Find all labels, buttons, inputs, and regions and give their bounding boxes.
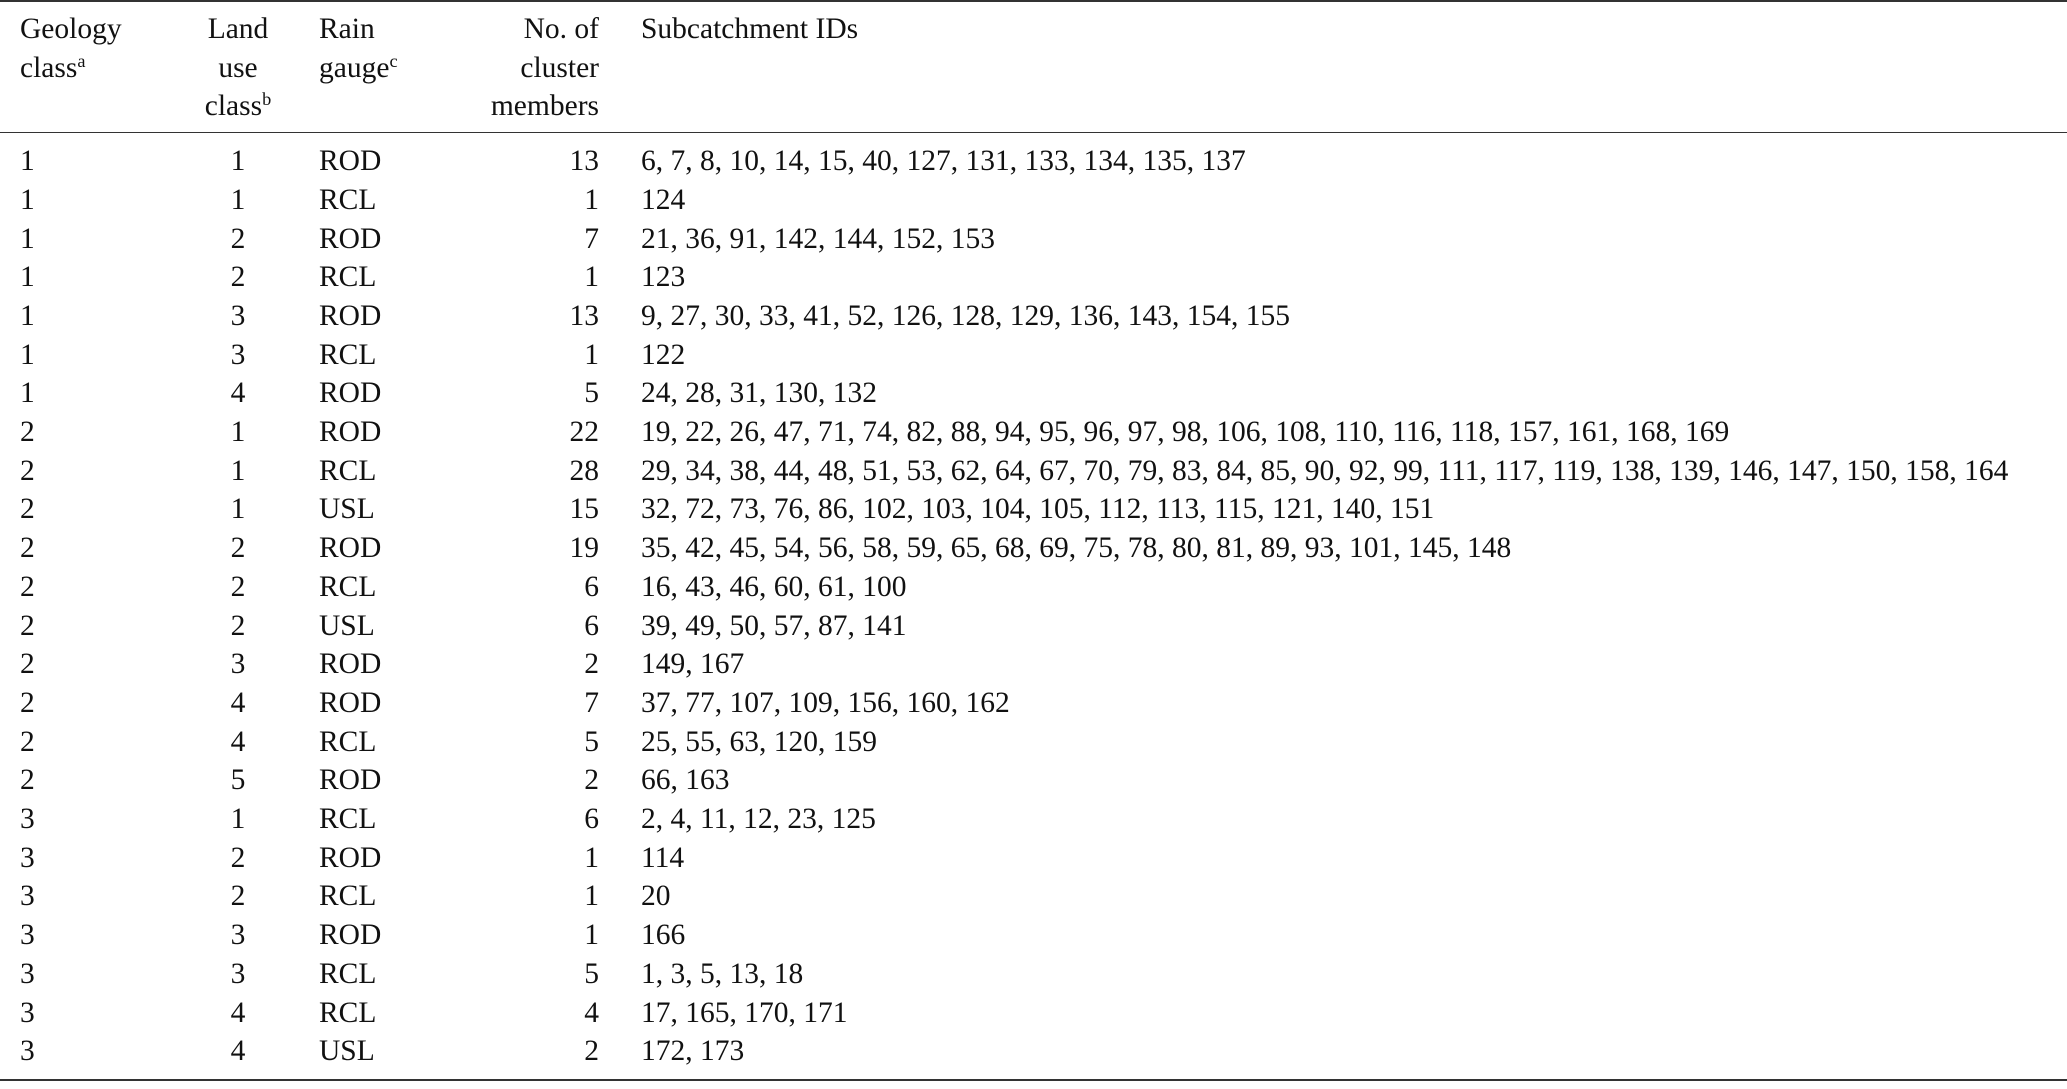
header-geology-line2-wrap — [20, 49, 190, 88]
cell-geology-class: 1 — [20, 377, 35, 410]
table-row — [0, 181, 2067, 220]
cell-rain-gauge: RCL — [319, 570, 377, 603]
cell-land-use-class: 1 — [230, 416, 246, 449]
cell-land-use-class: 3 — [230, 957, 246, 990]
cell-subcatchment-ids: 66, 163 — [641, 764, 730, 797]
cell-cluster-members: 13 — [569, 145, 599, 178]
table-row — [0, 490, 2067, 529]
cell-subcatchment-ids: 32, 72, 73, 76, 86, 102, 103, 104, 105, 112, 113, 115, 121, 140, 151 — [641, 493, 1435, 526]
table-row — [0, 220, 2067, 259]
table-row — [0, 916, 2067, 955]
cell-cluster-members: 2 — [584, 764, 599, 797]
cell-rain-gauge: ROD — [319, 222, 382, 255]
cell-rain-gauge: USL — [285, 1032, 428, 1080]
table-row — [0, 258, 2067, 297]
cell-rain-gauge: RCL — [319, 261, 377, 294]
cell-subcatchment-ids: 17, 165, 170, 171 — [641, 996, 848, 1029]
cell-cluster-members: 6 — [584, 609, 599, 642]
cell-rain-gauge: ROD — [319, 299, 382, 332]
cell-cluster-members: 7 — [584, 686, 599, 719]
table-row — [0, 994, 2067, 1033]
header-row — [0, 1, 2067, 133]
cell-rain-gauge: RCL — [319, 803, 377, 836]
cell-land-use-class: 1 — [230, 183, 246, 216]
cell-land-use-class: 1 — [230, 803, 246, 836]
cell-geology-class: 2 — [20, 609, 35, 642]
table-row — [0, 297, 2067, 336]
header-geology-line2: class — [20, 51, 78, 84]
cell-geology-class: 3 — [20, 957, 35, 990]
cell-subcatchment-ids: 21, 36, 91, 142, 144, 152, 153 — [641, 222, 995, 255]
table-row — [0, 529, 2067, 568]
cell-rain-gauge: ROD — [319, 416, 382, 449]
cell-cluster-members: 5 — [584, 377, 599, 410]
cell-rain-gauge: RCL — [319, 725, 377, 758]
header-landuse-footnote: b — [262, 89, 272, 110]
cell-rain-gauge: ROD — [319, 145, 382, 178]
cell-land-use-class: 1 — [230, 454, 246, 487]
cell-rain-gauge: ROD — [319, 841, 382, 874]
header-landuse-line2: use — [218, 51, 258, 84]
cell-land-use-class: 2 — [230, 880, 246, 913]
header-rain-line2-wrap — [319, 49, 427, 88]
cell-geology-class: 2 — [20, 532, 35, 565]
cell-land-use-class: 2 — [230, 570, 246, 603]
cell-land-use-class: 4 — [230, 377, 246, 410]
cell-subcatchment-ids: 124 — [641, 183, 686, 216]
table-body — [0, 133, 2067, 1080]
cell-subcatchment-ids: 37, 77, 107, 109, 156, 160, 162 — [641, 686, 1010, 719]
cell-land-use-class: 1 — [230, 145, 246, 178]
cell-land-use-class: 2 — [230, 532, 246, 565]
cell-land-use-class: 5 — [230, 764, 246, 797]
cell-land-use-class: 2 — [230, 609, 246, 642]
cell-cluster-members: 1 — [584, 183, 599, 216]
cell-cluster-members: 15 — [569, 493, 599, 526]
header-members-line1: No. of — [523, 13, 599, 45]
table-row — [0, 645, 2067, 684]
table-row — [0, 336, 2067, 375]
table-row — [0, 723, 2067, 762]
cell-geology-class: 2 — [20, 570, 35, 603]
table-row — [0, 1032, 2067, 1080]
cell-geology-class: 1 — [20, 183, 35, 216]
cell-cluster-members: 6 — [584, 570, 599, 603]
cell-rain-gauge: ROD — [319, 377, 382, 410]
header-ids-line1: Subcatchment IDs — [641, 13, 859, 45]
cell-rain-gauge: USL — [319, 493, 375, 526]
header-landuse-line3-wrap — [192, 87, 284, 126]
cell-cluster-members: 2 — [584, 648, 599, 681]
table-row — [0, 607, 2067, 646]
cell-land-use-class: 3 — [230, 299, 246, 332]
cell-subcatchment-ids: 29, 34, 38, 44, 48, 51, 53, 62, 64, 67, 70, 79, 83, 84, 85, 90, 92, 99, 111, 117, 119, 138, 139, 146, 147, 150, 158, 164 — [641, 454, 2009, 487]
cell-rain-gauge: RCL — [319, 880, 377, 913]
table-row — [0, 877, 2067, 916]
table-row — [0, 955, 2067, 994]
cell-rain-gauge: USL — [319, 609, 375, 642]
cell-geology-class: 1 — [20, 338, 35, 371]
cell-geology-class: 1 — [20, 145, 35, 178]
cell-geology-class: 3 — [20, 996, 35, 1029]
cell-subcatchment-ids: 35, 42, 45, 54, 56, 58, 59, 65, 68, 69, 75, 78, 80, 81, 89, 93, 101, 145, 148 — [641, 532, 1512, 565]
cell-rain-gauge: ROD — [319, 686, 382, 719]
cell-subcatchment-ids: 149, 167 — [641, 648, 745, 681]
cell-geology-class: 2 — [20, 725, 35, 758]
cell-cluster-members: 1 — [584, 880, 599, 913]
cell-rain-gauge: RCL — [319, 454, 377, 487]
cell-land-use-class: 2 — [230, 261, 246, 294]
table-row — [0, 839, 2067, 878]
header-members-line3: members — [490, 90, 599, 123]
header-landuse-line3: class — [204, 90, 263, 123]
cell-cluster-members: 1 — [584, 841, 599, 874]
cell-subcatchment-ids: 2, 4, 11, 12, 23, 125 — [641, 803, 876, 836]
table-row — [0, 761, 2067, 800]
header-subcatchment-ids — [599, 1, 2067, 133]
table-row — [0, 413, 2067, 452]
cell-cluster-members: 22 — [569, 416, 599, 449]
cell-land-use-class: 3 — [230, 919, 246, 952]
cell-cluster-members: 13 — [569, 299, 599, 332]
table-row — [0, 684, 2067, 723]
cell-geology-class: 2 — [20, 764, 35, 797]
cell-rain-gauge: ROD — [319, 919, 382, 952]
cell-rain-gauge: RCL — [319, 183, 377, 216]
cell-cluster-members: 1 — [584, 919, 599, 952]
cell-land-use-class: 3 — [230, 648, 246, 681]
cell-subcatchment-ids: 123 — [641, 261, 686, 294]
cell-cluster-members: 5 — [584, 725, 599, 758]
cell-cluster-members: 6 — [584, 803, 599, 836]
header-members-line2: cluster — [520, 51, 599, 84]
table-row — [0, 452, 2067, 491]
cell-geology-class: 2 — [20, 493, 35, 526]
table-row — [0, 568, 2067, 607]
cell-geology-class: 1 — [20, 222, 35, 255]
cell-geology-class: 3 — [20, 841, 35, 874]
cell-cluster-members: 1 — [584, 338, 599, 371]
header-cluster-members — [428, 1, 599, 133]
cell-land-use-class: 4 — [230, 686, 246, 719]
table-row — [0, 133, 2067, 181]
cell-cluster-members: 4 — [584, 996, 599, 1029]
cell-subcatchment-ids: 166 — [641, 919, 686, 952]
cell-geology-class: 2 — [20, 416, 35, 449]
cell-cluster-members: 2 — [428, 1032, 599, 1080]
cell-geology-class: 1 — [20, 261, 35, 294]
cell-cluster-members: 19 — [569, 532, 599, 565]
cell-subcatchment-ids: 114 — [641, 841, 685, 874]
cell-land-use-class: 2 — [230, 841, 246, 874]
cell-geology-class: 2 — [20, 648, 35, 681]
cell-land-use-class: 1 — [230, 493, 246, 526]
cell-cluster-members: 7 — [584, 222, 599, 255]
cell-subcatchment-ids: 16, 43, 46, 60, 61, 100 — [641, 570, 907, 603]
header-rain-line2: gauge — [319, 51, 390, 84]
cell-geology-class: 3 — [20, 919, 35, 952]
cell-cluster-members: 1 — [584, 261, 599, 294]
cell-rain-gauge: ROD — [319, 532, 382, 565]
cell-subcatchment-ids: 39, 49, 50, 57, 87, 141 — [641, 609, 907, 642]
cell-rain-gauge: RCL — [319, 996, 377, 1029]
table-row — [0, 374, 2067, 413]
cell-land-use-class: 4 — [191, 1032, 285, 1080]
cell-geology-class: 3 — [20, 803, 35, 836]
cell-rain-gauge: RCL — [319, 957, 377, 990]
table-row — [0, 800, 2067, 839]
cell-subcatchment-ids: 20 — [641, 880, 671, 913]
cell-geology-class: 3 — [0, 1032, 191, 1080]
cell-subcatchment-ids: 172, 173 — [599, 1032, 2067, 1080]
header-land-use-class — [191, 1, 285, 133]
cell-geology-class: 2 — [20, 454, 35, 487]
cell-geology-class: 2 — [20, 686, 35, 719]
cell-rain-gauge: ROD — [319, 764, 382, 797]
cell-rain-gauge: ROD — [319, 648, 382, 681]
cell-subcatchment-ids: 25, 55, 63, 120, 159 — [641, 725, 877, 758]
cell-land-use-class: 4 — [230, 725, 246, 758]
header-landuse-line1: Land — [207, 13, 269, 45]
cell-subcatchment-ids: 1, 3, 5, 13, 18 — [641, 957, 804, 990]
header-geology-footnote: a — [77, 50, 86, 71]
cell-cluster-members: 5 — [584, 957, 599, 990]
cell-subcatchment-ids: 19, 22, 26, 47, 71, 74, 82, 88, 94, 95, 96, 97, 98, 106, 108, 110, 116, 118, 157, 161, 168, 169 — [641, 416, 1730, 449]
cell-geology-class: 1 — [20, 299, 35, 332]
cell-rain-gauge: RCL — [319, 338, 377, 371]
cell-geology-class: 3 — [20, 880, 35, 913]
header-rain-line1: Rain — [319, 13, 375, 45]
cell-subcatchment-ids: 6, 7, 8, 10, 14, 15, 40, 127, 131, 133, 134, 135, 137 — [641, 145, 1246, 178]
table-header — [0, 1, 2067, 133]
header-rain-gauge — [285, 1, 428, 133]
cell-subcatchment-ids: 122 — [641, 338, 686, 371]
cell-subcatchment-ids: 9, 27, 30, 33, 41, 52, 126, 128, 129, 136, 143, 154, 155 — [641, 299, 1290, 332]
cell-land-use-class: 3 — [230, 338, 246, 371]
header-rain-footnote: c — [389, 50, 398, 71]
cell-land-use-class: 2 — [230, 222, 246, 255]
header-geology-class — [0, 1, 191, 133]
cell-land-use-class: 4 — [230, 996, 246, 1029]
cell-subcatchment-ids: 24, 28, 31, 130, 132 — [641, 377, 877, 410]
cell-cluster-members: 28 — [569, 454, 599, 487]
header-geology-line1: Geology — [20, 13, 122, 45]
